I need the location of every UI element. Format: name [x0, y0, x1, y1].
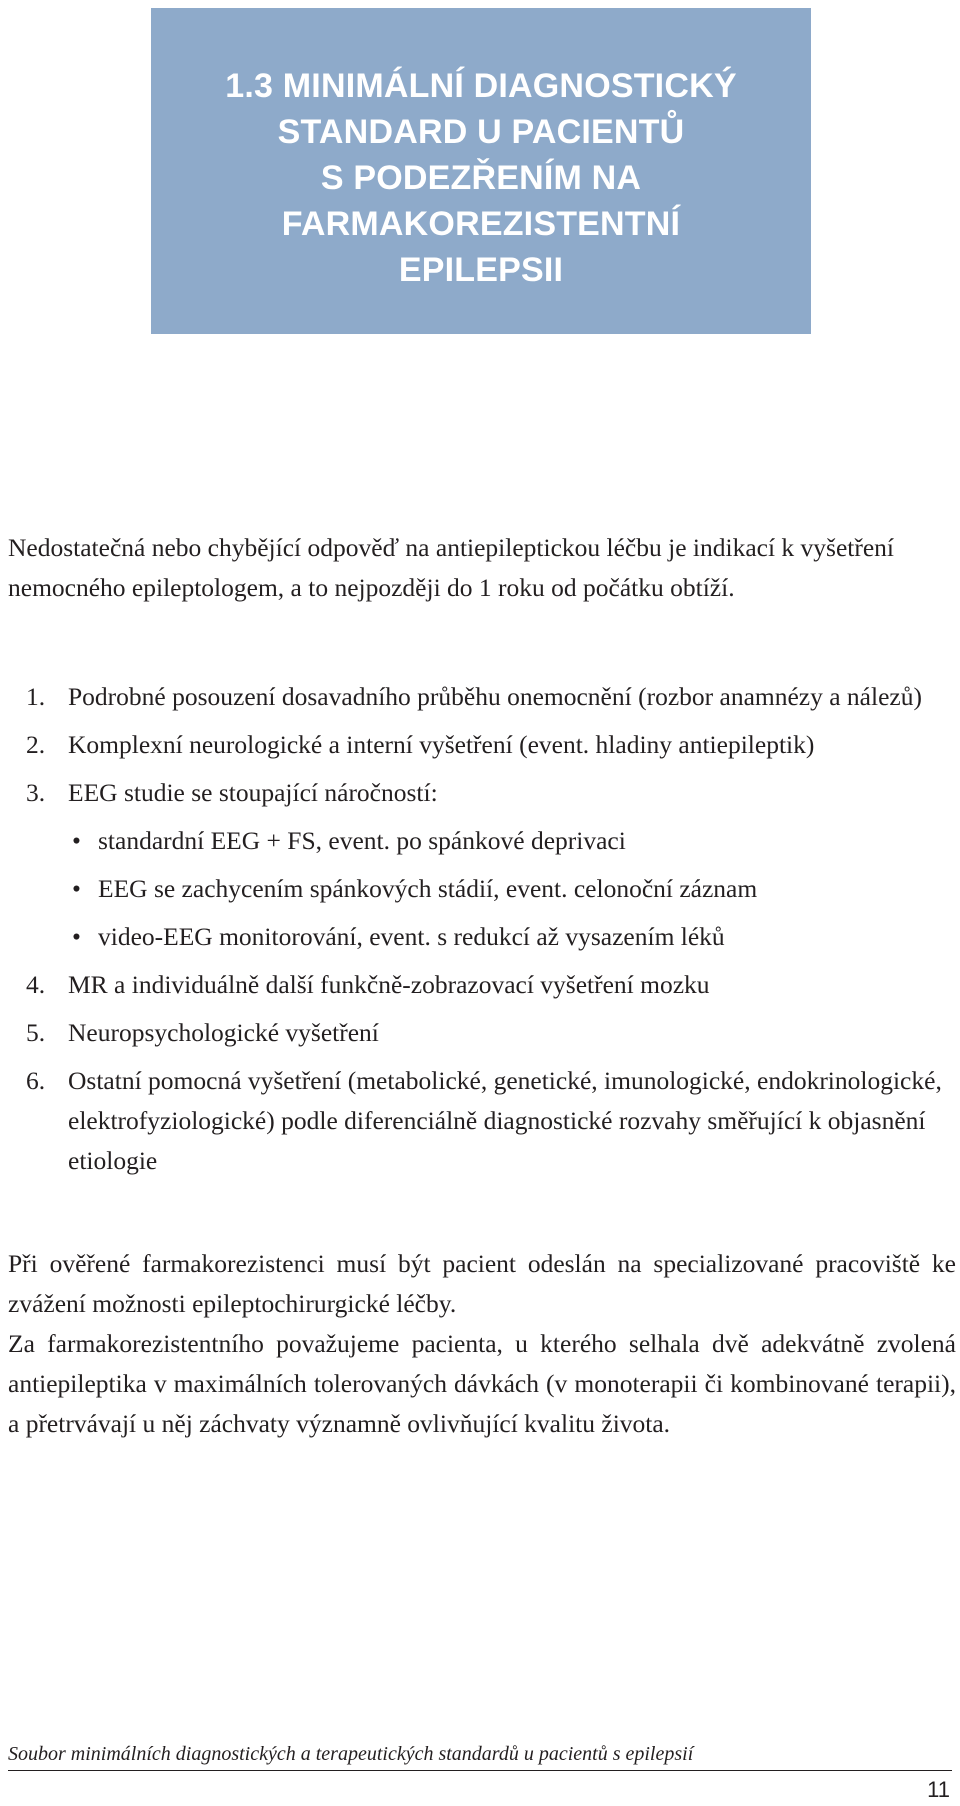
bullet-icon: •: [72, 922, 81, 951]
footer-divider: [8, 1770, 952, 1771]
section-title-line: S PODEZŘENÍM NA: [320, 159, 642, 197]
page-number: 11: [927, 1777, 950, 1802]
list-item-number: 4.: [26, 970, 46, 999]
sublist-item-text: EEG se zachycením spánkových stádií, event. celonoční záznam: [98, 874, 758, 903]
list-item-number: 6.: [26, 1066, 46, 1095]
list-item: [26, 1061, 956, 1181]
bullet-icon: •: [72, 826, 81, 855]
closing-paragraph: Při ověřené farmakorezistenci musí být pacient odeslán na specializované pracoviště ke zvážení možnosti epileptochirurgické léčby.: [8, 1249, 956, 1318]
section-title-line: FARMAKOREZISTENTNÍ: [281, 205, 681, 243]
list-item-text: MR a individuálně další funkčně-zobrazovací vyšetření mozku: [68, 970, 710, 999]
sublist-item: [68, 821, 956, 861]
footer-publication-title: Soubor minimálních diagnostických a terapeutických standardů u pacientů s epilepsií: [8, 1743, 694, 1765]
intro-paragraph: Nedostatečná nebo chybějící odpověď na antiepileptickou léčbu je indikací k vyšetření nemocného epileptologem, a to nejpozději do 1 roku od počátku obtíží.: [8, 533, 895, 602]
sublist-item: [68, 917, 956, 957]
list-item-number: 1.: [26, 682, 46, 711]
list-item: [26, 677, 956, 717]
list-item-number: 3.: [26, 778, 46, 807]
list-item: [26, 1013, 956, 1053]
list-item-text: Komplexní neurologické a interní vyšetření (event. hladiny antiepileptik): [68, 730, 815, 759]
list-item: [26, 965, 956, 1005]
closing-paragraph: Za farmakorezistentního považujeme pacienta, u kterého selhala dvě adekvátně zvolená antiepileptika v maximálních tolerovaných dávkách (v monoterapii či kombinované terapii), a přetrvávají u něj záchvaty významně ovlivňující kvalitu života.: [8, 1329, 956, 1438]
list-item-text: Neuropsychologické vyšetření: [68, 1018, 379, 1047]
list-item-number: 2.: [26, 730, 46, 759]
intro-paragraph-block: [8, 528, 956, 608]
list-item-text: Podrobné posouzení dosavadního průběhu onemocnění (rozbor anamnézy a nálezů): [68, 682, 922, 711]
title-box: [151, 8, 811, 334]
section-title-line: STANDARD U PACIENTŮ: [277, 113, 685, 151]
list-item-text: EEG studie se stoupající náročností:: [68, 778, 438, 807]
list-item-number: 5.: [26, 1018, 46, 1047]
sublist-item: [68, 869, 956, 909]
section-title-line: 1.3 MINIMÁLNÍ DIAGNOSTICKÝ: [225, 67, 737, 105]
closing-paragraph-block: [8, 1244, 956, 1444]
sublist-item-text: standardní EEG + FS, event. po spánkové deprivaci: [98, 826, 626, 855]
diagnostic-steps-list: [26, 677, 956, 1189]
eeg-sublist: [68, 821, 956, 957]
list-item-text: Ostatní pomocná vyšetření (metabolické, genetické, imunologické, endokrinologické, elektrofyziologické) podle diferenciálně diagnostické rozvahy směřující k objasnění etiologie: [68, 1066, 942, 1175]
list-item: [26, 773, 956, 957]
section-title: [225, 49, 736, 293]
list-item: [26, 725, 956, 765]
bullet-icon: •: [72, 874, 81, 903]
section-title-line: EPILEPSII: [398, 251, 564, 289]
sublist-item-text: video-EEG monitorování, event. s redukcí až vysazením léků: [98, 922, 725, 951]
